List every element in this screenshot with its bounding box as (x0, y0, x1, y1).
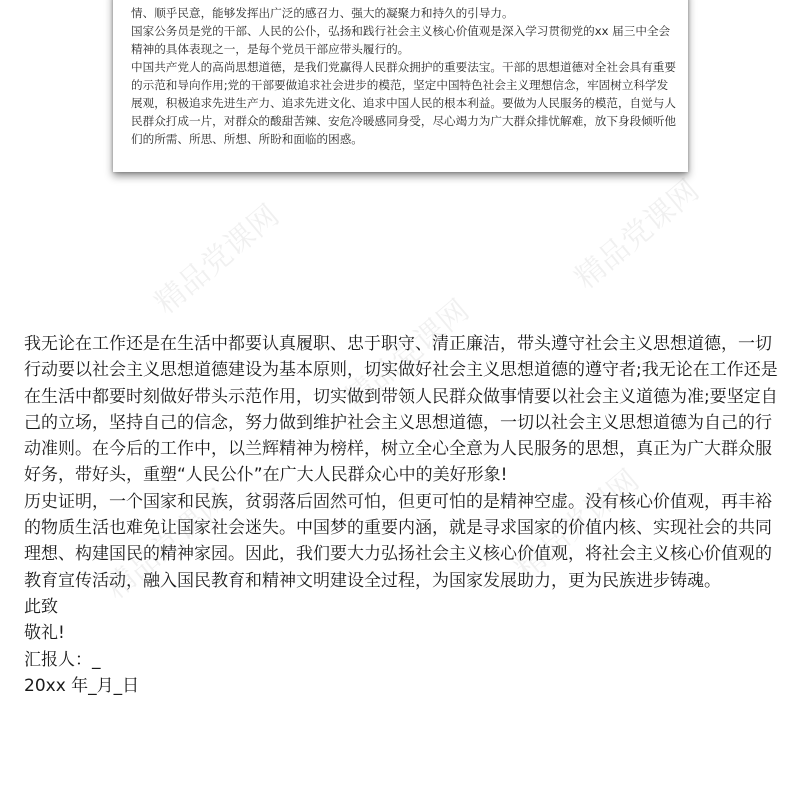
preview-text (131, 4, 676, 148)
body-paragraph: 我无论在工作还是在生活中都要认真履职、忠于职守、清正廉洁，带头遵守社会主义思想道德，一切行动要以社会主义思想道德建设为基本原则，切实做好社会主义思想道德的遵守者;我无论在工作还是在生活中都要时刻做好带头示范作用，切实做到带领人民群众做事情要以社会主义道德为准;要坚定自己的立场，坚持自己的信念，努力做到维护社会主义思想道德，一切以社会主义思想道德为自己的行动准则。在今后的工作中，以兰辉精神为榜样，树立全心全意为人民服务的思想，真正为广大群众服好务，带好头，重塑“人民公仆”在广大人民群众心中的美好形象! (24, 334, 778, 486)
preview-paragraph: 国家公务员是党的干部、人民的公仆，弘扬和践行社会主义核心价值观是深入学习贯彻党的xx 届三中全会精神的具体表现之一，是每个党员干部应带头履行的。 (131, 24, 671, 56)
reporter-line: 汇报人：_ (24, 649, 101, 670)
preview-paragraph: 情、顺乎民意，能够发挥出广泛的感召力、强大的凝聚力和持久的引导力。 (131, 6, 514, 20)
watermark: 精品党课网 (338, 293, 476, 417)
watermark: 精品党课网 (148, 198, 286, 322)
closing-line: 此致 (24, 596, 58, 617)
document-preview-card (113, 0, 688, 172)
watermark: 精品党课网 (508, 463, 646, 587)
salutation: 敬礼! (24, 623, 65, 644)
preview-paragraph: 中国共产党人的高尚思想道德，是我们党赢得人民群众拥护的重要法宝。干部的思想道德对全社会具有重要的示范和导向作用;党的干部要做追求社会进步的模范，坚定中国特色社会主义理想信念，牢固树立科学发展观，积极追求先进生产力、追求先进文化、追求中国人民的根本利益。要做为人民服务的模范，自觉与人民群众打成一片，对群众的酸甜苦辣、安危冷暖感同身受，尽心竭力为广大群众排忧解难，放下身段倾听他们的所需、所思、所想、所盼和面临的困惑。 (131, 60, 676, 146)
date-line: 20xx 年_月_日 (24, 675, 140, 696)
report-body (24, 331, 784, 699)
watermark: 精品党课网 (98, 483, 236, 607)
body-paragraph: 历史证明，一个国家和民族，贫弱落后固然可怕，但更可怕的是精神空虚。没有核心价值观，再丰裕的物质生活也难免让国家社会迷失。中国梦的重要内涵，就是寻求国家的价值内核、实现社会的共同理想、构建国民的精神家园。因此，我们要大力弘扬社会主义核心价值观，将社会主义核心价值观的教育宣传活动，融入国民教育和精神文明建设全过程，为国家发展助力，更为民族进步铸魂。 (24, 491, 772, 591)
watermark: 精品党课网 (568, 173, 706, 297)
